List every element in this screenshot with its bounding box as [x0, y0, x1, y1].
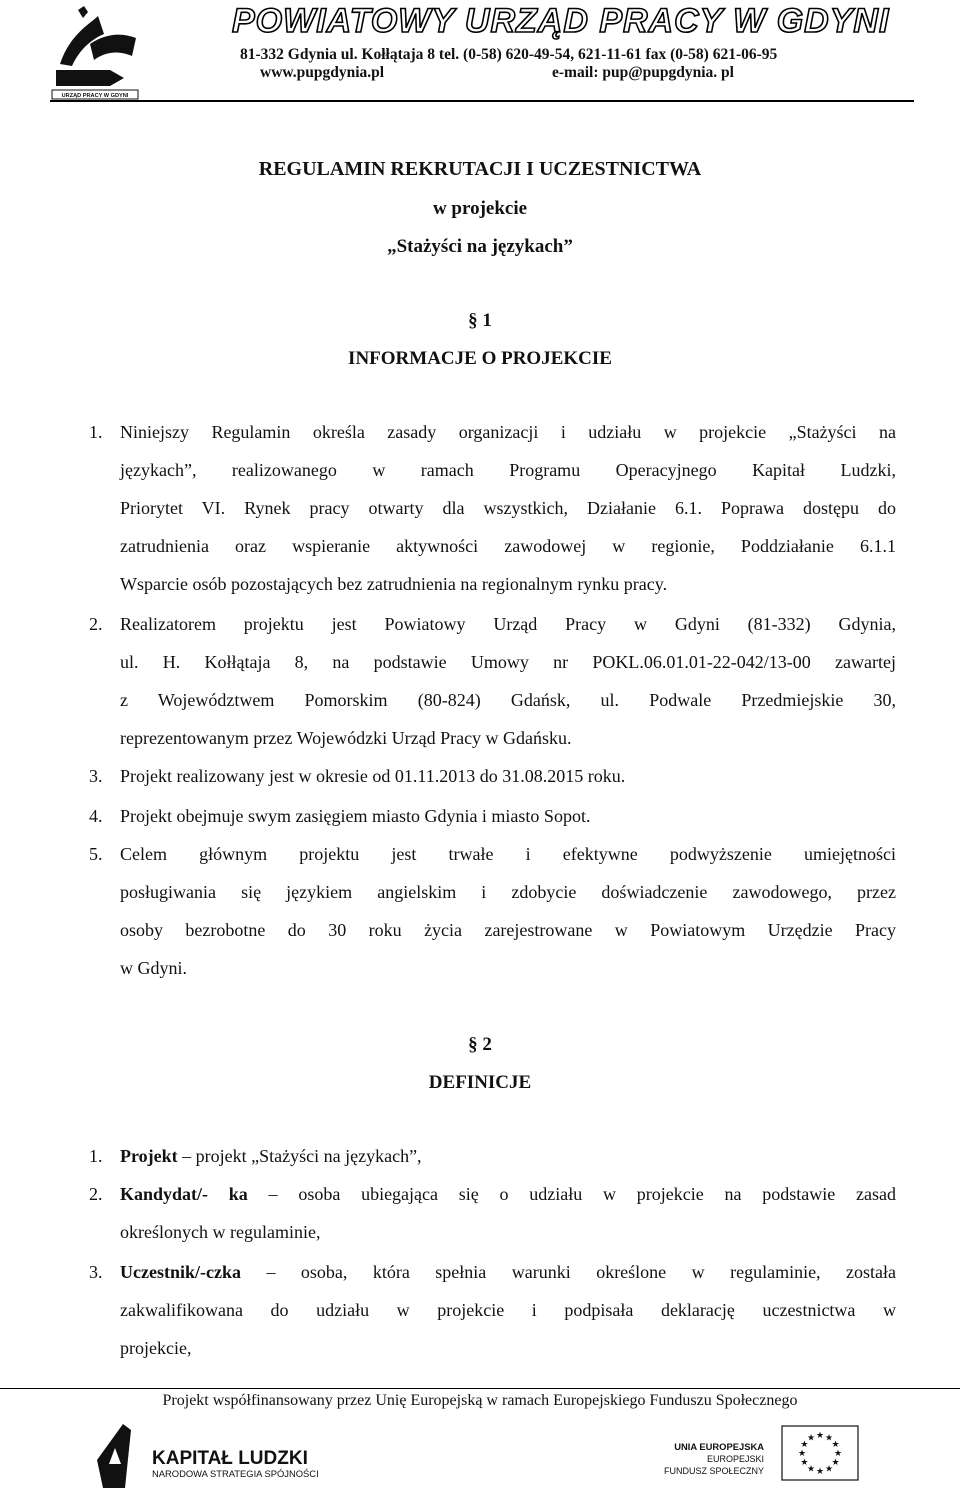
eu-star-icon: ★	[833, 1449, 843, 1459]
paragraph-line: Wsparcie osób pozostających bez zatrudnienia na regionalnym rynku pracy.	[120, 574, 668, 594]
definition-text: określonych w regulaminie,	[120, 1222, 321, 1242]
paragraph-line: Celem głównym projektu jest trwałe i efektywne podwyższenie umiejętności	[120, 844, 896, 864]
eu-star-icon: ★	[800, 1440, 809, 1450]
paragraph-line: reprezentowanym przez Wojewódzki Urząd Pracy w Gdańsku.	[120, 728, 572, 748]
eu-line2: EUROPEJSKI	[706, 1454, 764, 1464]
section1-heading: § 1	[468, 310, 492, 331]
paragraph-line: językach”, realizowanego w ramach Programu Operacyjnego Kapitał Ludzki,	[120, 460, 896, 480]
list-number: 1.	[89, 1146, 103, 1166]
definition-text: – projekt „Stażyści na językach”,	[177, 1146, 422, 1166]
list-number: 2.	[89, 614, 103, 634]
section2-heading: § 2	[468, 1034, 492, 1055]
paragraph-line: Niniejszy Regulamin określa zasady organizacji i udziału w projekcie „Stażyści na	[120, 422, 896, 442]
paragraph-line: zatrudnienia oraz wspieranie aktywności zawodowej w regionie, Poddziałanie 6.1.1	[120, 536, 896, 556]
kapital-ludzki-logo	[95, 1420, 335, 1490]
cofinance-note: Projekt współfinansowany przez Unię Europejską w ramach Europejskiego Funduszu Społecznego	[162, 1392, 798, 1409]
kl-title: KAPITAŁ LUDZKI	[152, 1448, 308, 1469]
paragraph-line: Projekt realizowany jest w okresie od 01.11.2013 do 31.08.2015 roku.	[120, 766, 626, 786]
paragraph-line: Priorytet VI. Rynek pracy otwarty dla wszystkich, Działanie 6.1. Poprawa dostępu do	[120, 498, 896, 518]
list-number: 5.	[89, 844, 103, 864]
paragraph-line: osoby bezrobotne do 30 roku życia zarejestrowane w Powiatowym Urzędzie Pracy	[120, 920, 896, 940]
eu-star-icon: ★	[815, 1431, 825, 1441]
list-number: 1.	[89, 422, 103, 442]
section1-title: INFORMACJE O PROJEKCIE	[348, 348, 612, 369]
eu-star-icon: ★	[806, 1433, 816, 1444]
list-number: 3.	[89, 1262, 103, 1282]
eu-star-icon: ★	[831, 1440, 840, 1450]
paragraph-line: w Gdyni.	[120, 958, 187, 978]
paragraph-line: Realizatorem projektu jest Powiatowy Urząd Pracy w Gdyni (81-332) Gdynia,	[120, 614, 896, 634]
doc-subtitle: w projekcie	[432, 198, 528, 219]
definition-line	[120, 1338, 896, 1358]
office-logo	[50, 4, 140, 100]
paragraph-line: Projekt obejmuje swym zasięgiem miasto Gdynia i miasto Sopot.	[120, 806, 591, 826]
definition-term: Kandydat/- ka	[120, 1184, 248, 1204]
eu-star-icon: ★	[815, 1467, 825, 1477]
eu-star-icon: ★	[806, 1464, 816, 1475]
list-number: 2.	[89, 1184, 103, 1204]
eu-star-icon: ★	[824, 1433, 834, 1444]
eu-star-icon: ★	[797, 1449, 807, 1459]
paragraph-line: posługiwania się językiem angielskim i zdobycie doświadczenie zawodowego, przez	[120, 882, 896, 902]
eu-logo	[663, 1420, 862, 1486]
doc-title: REGULAMIN REKRUTACJI I UCZESTNICTWA	[258, 158, 702, 180]
definition-text: zakwalifikowana do udziału w projekcie i podpisała deklarację uczestnictwa w	[120, 1300, 896, 1320]
paragraph-line: z Województwem Pomorskim (80-824) Gdańsk, ul. Podwale Przedmiejskie 30,	[120, 690, 896, 710]
office-address: 81-332 Gdynia ul. Kołłątaja 8 tel. (0-58) 620-49-54, 621-11-61 fax (0-58) 621-06-95	[240, 46, 778, 63]
header-divider	[50, 100, 914, 102]
definition-line	[120, 1262, 896, 1282]
definition-text: – osoba, która spełnia warunki określone w regulaminie, została	[240, 1262, 896, 1282]
office-name: POWIATOWY URZĄD PRACY W GDYNI	[232, 2, 890, 40]
definition-line	[120, 1184, 896, 1204]
definition-line	[120, 1146, 896, 1166]
eu-line3: FUNDUSZ SPOŁECZNY	[663, 1466, 764, 1476]
definition-term: Projekt	[120, 1146, 178, 1166]
list-number: 3.	[89, 766, 103, 786]
definition-text: – osoba ubiegająca się o udziału w projekcie na podstawie zasad	[247, 1184, 896, 1204]
project-name: „Stażyści na językach”	[387, 236, 573, 257]
definition-line	[120, 1300, 896, 1320]
logo-caption: URZĄD PRACY W GDYNI	[61, 93, 129, 99]
definition-term: Uczestnik/-czka	[120, 1262, 241, 1282]
paragraph-line: ul. H. Kołłątaja 8, na podstawie Umowy nr POKL.06.01.01-22-042/13-00 zawartej	[120, 652, 896, 672]
kl-subtitle: NARODOWA STRATEGIA SPÓJNOŚCI	[152, 1468, 319, 1479]
section2-title: DEFINICJE	[428, 1072, 532, 1093]
footer-divider	[0, 1388, 960, 1389]
definition-text: projekcie,	[120, 1338, 192, 1358]
eu-line1: UNIA EUROPEJSKA	[674, 1441, 764, 1452]
office-website: www.pupgdynia.pl	[260, 64, 385, 81]
list-number: 4.	[89, 806, 103, 826]
eu-star-icon: ★	[824, 1464, 834, 1475]
office-email: e-mail: pup@pupgdynia. pl	[552, 64, 734, 81]
eu-star-icon: ★	[800, 1458, 809, 1468]
eu-star-icon: ★	[831, 1458, 840, 1468]
definition-line	[120, 1222, 896, 1242]
